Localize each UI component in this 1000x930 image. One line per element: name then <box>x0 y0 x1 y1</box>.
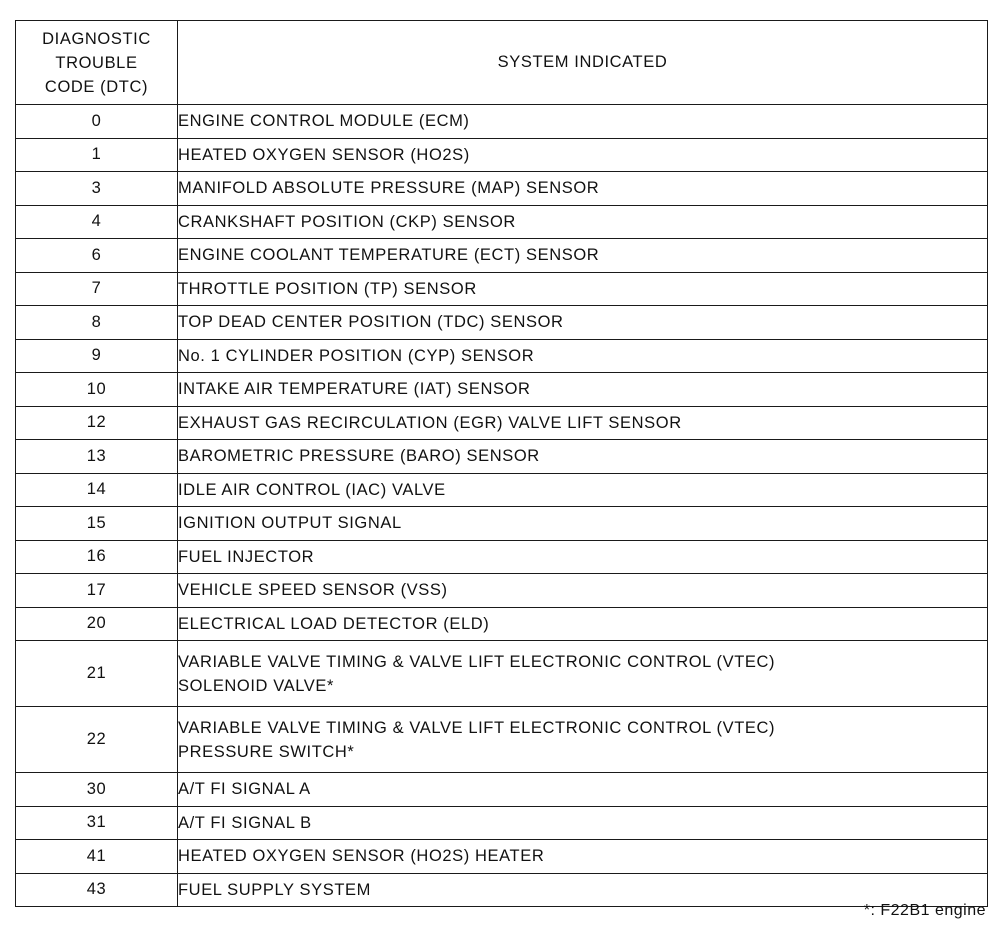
system-indicated-cell <box>178 138 988 172</box>
system-indicated-cell <box>178 641 988 707</box>
system-indicated-cell <box>178 473 988 507</box>
system-line: VARIABLE VALVE TIMING & VALVE LIFT ELECTRONIC CONTROL (VTEC) <box>178 652 776 671</box>
system-line: EXHAUST GAS RECIRCULATION (EGR) VALVE LIFT SENSOR <box>178 413 682 432</box>
table-row <box>16 707 988 773</box>
table-body <box>16 105 988 907</box>
system-indicated-cell <box>178 105 988 139</box>
system-indicated-cell <box>178 806 988 840</box>
header-line: DIAGNOSTIC <box>42 29 151 48</box>
dtc-code-cell: 13 <box>16 440 178 474</box>
dtc-code-cell: 9 <box>16 339 178 373</box>
dtc-code-cell: 20 <box>16 607 178 641</box>
table-row <box>16 205 988 239</box>
dtc-code-cell: 14 <box>16 473 178 507</box>
dtc-code-cell: 41 <box>16 840 178 874</box>
table-row <box>16 473 988 507</box>
dtc-table <box>15 20 988 907</box>
dtc-code-cell: 16 <box>16 540 178 574</box>
system-indicated-cell <box>178 707 988 773</box>
system-indicated-cell <box>178 406 988 440</box>
system-indicated-cell <box>178 373 988 407</box>
header-line: TROUBLE <box>55 53 138 72</box>
system-line: IGNITION OUTPUT SIGNAL <box>178 514 402 533</box>
system-indicated-cell <box>178 507 988 541</box>
system-line: HEATED OXYGEN SENSOR (HO2S) HEATER <box>178 847 545 866</box>
table-row <box>16 306 988 340</box>
dtc-code-cell: 43 <box>16 873 178 907</box>
dtc-code-cell: 31 <box>16 806 178 840</box>
table-row <box>16 172 988 206</box>
table-row <box>16 272 988 306</box>
system-line: VARIABLE VALVE TIMING & VALVE LIFT ELECTRONIC CONTROL (VTEC) <box>178 718 776 737</box>
system-indicated-cell <box>178 773 988 807</box>
system-indicated-cell <box>178 272 988 306</box>
system-line: ENGINE CONTROL MODULE (ECM) <box>178 112 470 131</box>
table-row <box>16 540 988 574</box>
column-header-system: SYSTEM INDICATED <box>178 21 988 105</box>
system-indicated-cell <box>178 607 988 641</box>
table-row <box>16 373 988 407</box>
system-line: ENGINE COOLANT TEMPERATURE (ECT) SENSOR <box>178 246 600 265</box>
system-line: INTAKE AIR TEMPERATURE (IAT) SENSOR <box>178 380 531 399</box>
system-indicated-cell <box>178 239 988 273</box>
table-row <box>16 607 988 641</box>
system-indicated-cell <box>178 339 988 373</box>
system-indicated-cell <box>178 840 988 874</box>
column-header-dtc <box>16 21 178 105</box>
system-line: A/T FI SIGNAL B <box>178 813 312 832</box>
system-indicated-cell <box>178 306 988 340</box>
dtc-code-cell: 1 <box>16 138 178 172</box>
footnote: *: F22B1 engine <box>863 902 986 919</box>
dtc-code-cell: 17 <box>16 574 178 608</box>
table-row <box>16 806 988 840</box>
table-row <box>16 339 988 373</box>
header-line: CODE (DTC) <box>44 77 149 96</box>
dtc-code-cell: 15 <box>16 507 178 541</box>
dtc-code-cell: 0 <box>16 105 178 139</box>
system-line: BAROMETRIC PRESSURE (BARO) SENSOR <box>178 447 540 466</box>
dtc-code-cell: 6 <box>16 239 178 273</box>
system-line: FUEL INJECTOR <box>178 547 315 566</box>
dtc-code-cell: 8 <box>16 306 178 340</box>
system-indicated-cell <box>178 540 988 574</box>
table-row <box>16 239 988 273</box>
system-indicated-cell <box>178 440 988 474</box>
table-row <box>16 840 988 874</box>
system-line: HEATED OXYGEN SENSOR (HO2S) <box>178 145 470 164</box>
system-line: PRESSURE SWITCH* <box>178 742 355 761</box>
system-line: ELECTRICAL LOAD DETECTOR (ELD) <box>178 614 490 633</box>
dtc-code-cell: 4 <box>16 205 178 239</box>
dtc-code-cell: 10 <box>16 373 178 407</box>
system-line: IDLE AIR CONTROL (IAC) VALVE <box>178 480 446 499</box>
table-row <box>16 773 988 807</box>
table-row <box>16 105 988 139</box>
table-row <box>16 440 988 474</box>
table-row <box>16 138 988 172</box>
system-indicated-cell <box>178 172 988 206</box>
dtc-code-cell: 21 <box>16 641 178 707</box>
table-header-row <box>16 21 988 105</box>
system-line: FUEL SUPPLY SYSTEM <box>178 880 371 899</box>
table-row <box>16 873 988 907</box>
table-row <box>16 574 988 608</box>
system-line: TOP DEAD CENTER POSITION (TDC) SENSOR <box>178 313 564 332</box>
table-row <box>16 507 988 541</box>
system-indicated-cell <box>178 205 988 239</box>
system-line: THROTTLE POSITION (TP) SENSOR <box>178 279 477 298</box>
dtc-code-cell: 12 <box>16 406 178 440</box>
table-row <box>16 406 988 440</box>
table-row <box>16 641 988 707</box>
dtc-code-cell: 30 <box>16 773 178 807</box>
system-line: A/T FI SIGNAL A <box>178 780 311 799</box>
system-indicated-cell <box>178 574 988 608</box>
dtc-code-cell: 3 <box>16 172 178 206</box>
system-line: CRANKSHAFT POSITION (CKP) SENSOR <box>178 212 516 231</box>
dtc-code-cell: 22 <box>16 707 178 773</box>
system-line: VEHICLE SPEED SENSOR (VSS) <box>178 581 448 600</box>
system-line: SOLENOID VALVE* <box>178 676 335 695</box>
dtc-code-cell: 7 <box>16 272 178 306</box>
system-line: No. 1 CYLINDER POSITION (CYP) SENSOR <box>178 346 535 365</box>
system-line: MANIFOLD ABSOLUTE PRESSURE (MAP) SENSOR <box>178 179 600 198</box>
